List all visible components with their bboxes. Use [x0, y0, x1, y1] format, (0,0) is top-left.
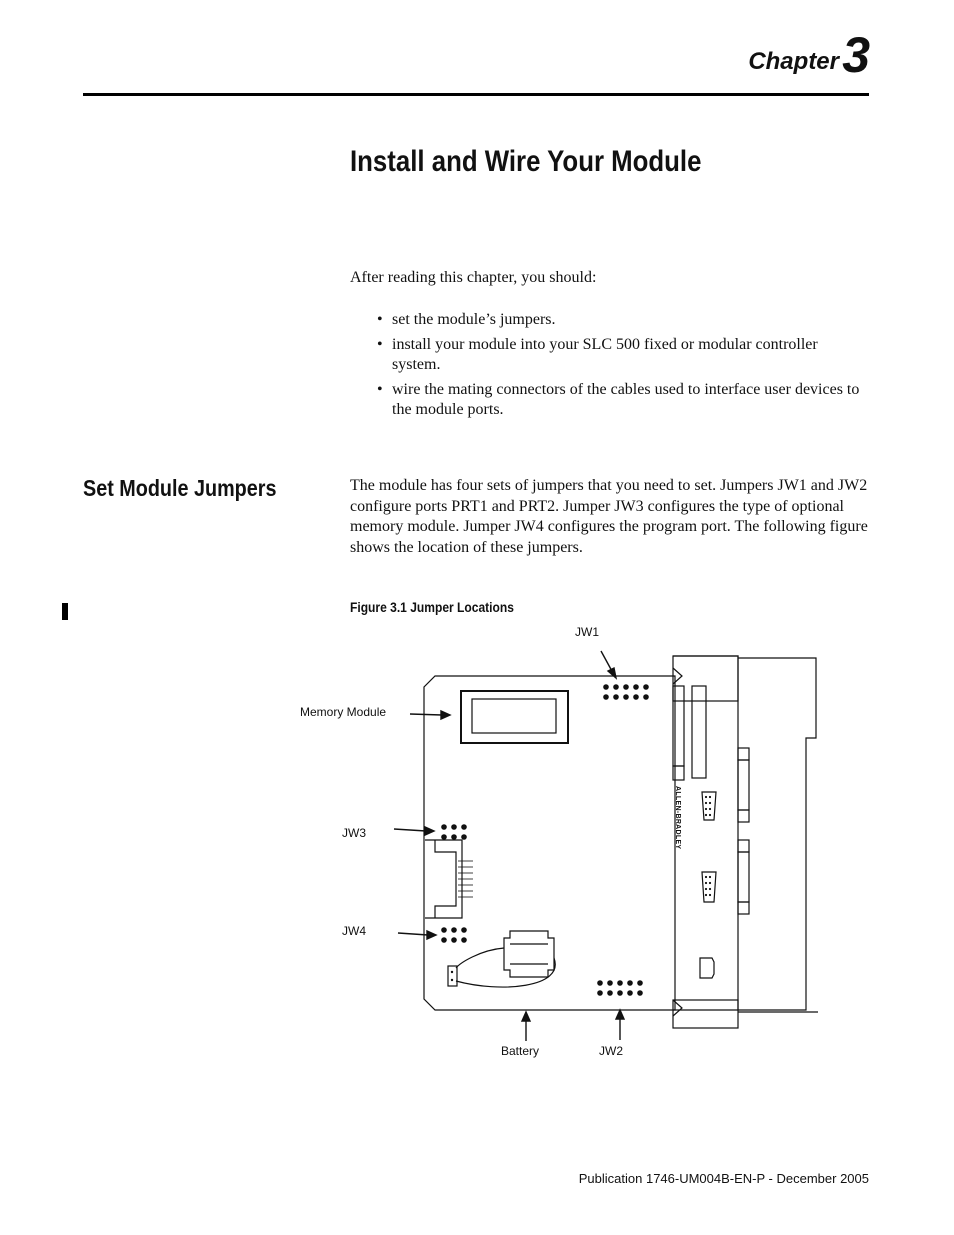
battery-connector	[448, 966, 457, 986]
bullet-list	[377, 310, 867, 425]
figure-caption: Figure 3.1 Jumper Locations	[350, 599, 514, 615]
section-heading: Set Module Jumpers	[83, 475, 277, 501]
section-body: The module has four sets of jumpers that you need to set. Jumpers JW1 and JW2 configure ports PRT1 and PRT2. Jumper JW3 configures the type of optional memory module. Jumper JW4 configures the program port. The following figure shows the location of these jumpers.	[350, 477, 868, 556]
chapter-header	[0, 0, 954, 100]
jw1-pins	[603, 684, 649, 700]
label-window	[692, 686, 706, 778]
jw3-pins	[441, 824, 467, 840]
program-port	[700, 958, 714, 978]
jw3-arrow	[394, 829, 426, 831]
jw2-pins	[597, 980, 643, 996]
jw3-label: JW3	[342, 826, 366, 840]
chapter-label: Chapter	[748, 48, 839, 75]
memory-module-label: Memory Module	[300, 705, 387, 719]
bullet-item: • wire the mating connectors of the cables used to interface user devices to the module ports.	[377, 380, 867, 420]
prt1-port	[702, 792, 716, 820]
battery-label: Battery	[501, 1044, 540, 1058]
bullet-item: • set the module’s jumpers.	[377, 310, 867, 330]
intro-text: After reading this chapter, you should:	[350, 269, 597, 286]
change-bar	[62, 603, 68, 620]
brand-label: ALLEN-BRADLEY	[674, 786, 681, 850]
memory-module-window	[472, 699, 556, 733]
bullet-item: • install your module into your SLC 500 fixed or modular controller system.	[377, 335, 867, 375]
page-title: Install and Wire Your Module	[350, 145, 702, 178]
jw1-label: JW1	[575, 625, 599, 639]
latch-bottom	[673, 1000, 738, 1028]
footer-publication: Publication 1746-UM004B-EN-P - December 2005	[578, 1171, 869, 1186]
chapter-number: 3	[842, 27, 870, 83]
header-rule	[83, 93, 869, 96]
jw4-pins	[441, 927, 467, 943]
memory-module-arrow	[410, 714, 442, 715]
jw2-label: JW2	[599, 1044, 623, 1058]
jumper-locations-figure	[280, 618, 840, 1063]
prt2-port	[702, 872, 716, 902]
rear-housing	[738, 658, 816, 1010]
battery-holder	[504, 931, 554, 977]
jw4-label: JW4	[342, 924, 366, 938]
